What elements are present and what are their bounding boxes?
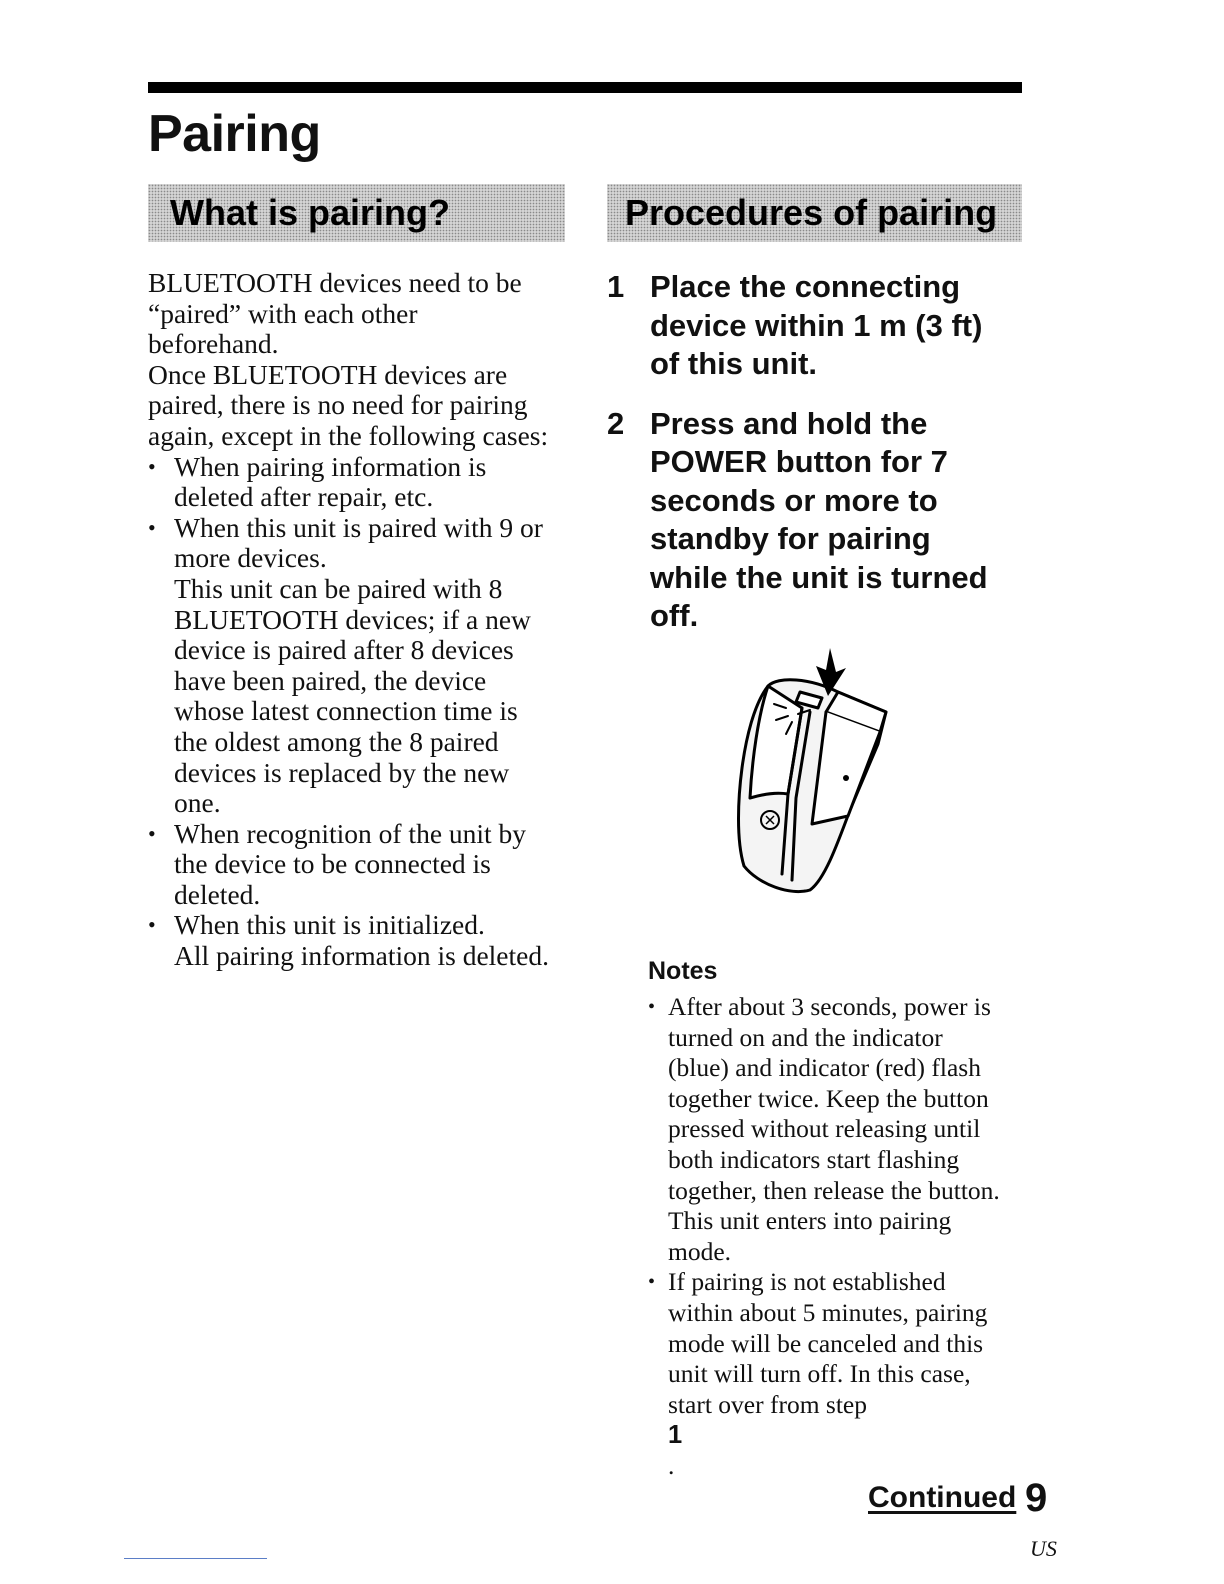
- list-item: [148, 819, 568, 911]
- page-number: 9: [1025, 1476, 1048, 1520]
- footer-rule: [124, 1558, 267, 1559]
- step-reference: 1: [668, 1421, 683, 1450]
- pairing-cases-list: [148, 452, 568, 972]
- list-item-line: This unit enters into pairing: [668, 1206, 952, 1236]
- step-line: Press and hold the: [650, 405, 928, 441]
- list-item-line: • If pairing is not established: [668, 1267, 946, 1297]
- region-code: US: [1030, 1536, 1057, 1561]
- list-item-line: within about 5 minutes, pairing: [668, 1297, 988, 1327]
- list-item-line: (blue) and indicator (red) flash: [668, 1053, 981, 1083]
- list-item-line: deleted after repair, etc.: [174, 481, 434, 513]
- list-item-line: pressed without releasing until: [668, 1114, 981, 1144]
- pairing-steps: [607, 268, 1027, 636]
- list-item-line: more devices.: [174, 542, 327, 574]
- list-item-line: mode.: [668, 1236, 732, 1266]
- list-item-line: • After about 3 seconds, power is: [668, 992, 991, 1021]
- step-line: POWER button for 7: [650, 444, 948, 479]
- intro-line: beforehand.: [148, 328, 279, 360]
- intro-line: paired, there is no need for pairing: [148, 389, 528, 421]
- list-item-line: together twice. Keep the button: [668, 1083, 989, 1113]
- top-rule: [148, 82, 1022, 93]
- intro-line: again, except in the following cases:: [148, 419, 549, 451]
- step-line: of this unit.: [650, 346, 818, 381]
- list-item-line: whose latest connection time is: [174, 695, 518, 727]
- continued-label: Continued: [868, 1481, 1017, 1514]
- notes: [648, 954, 1018, 1482]
- list-item-line: mode will be canceled and this: [668, 1328, 984, 1358]
- step-line: while the unit is turned: [650, 559, 988, 595]
- list-item-line: the oldest among the 8 paired: [174, 725, 499, 757]
- list-item-line: • When this unit is initialized.: [174, 909, 485, 941]
- section-heading-procedures: Procedures of pairing: [607, 184, 1022, 242]
- list-item-line: • When recognition of the unit by: [174, 817, 527, 849]
- what-is-pairing-body: [148, 268, 568, 972]
- note-text: start over from step: [668, 1389, 867, 1419]
- step-number: 2: [607, 405, 625, 441]
- step-line: off.: [650, 598, 699, 633]
- intro-line: “paired” with each other: [148, 297, 418, 329]
- list-item-line: the device to be connected is: [174, 848, 491, 880]
- note-text: .: [668, 1450, 675, 1480]
- list-item-line: unit will turn off. In this case,: [668, 1359, 971, 1389]
- step-line: device within 1 m (3 ft): [650, 307, 983, 343]
- step-1: [607, 268, 1027, 384]
- list-item-line: turned on and the indicator: [668, 1022, 943, 1052]
- step-text: [650, 268, 1027, 384]
- section-heading-what-is-pairing: What is pairing?: [148, 184, 565, 242]
- intro-line: Once BLUETOOTH devices are: [148, 358, 508, 390]
- headset-unit-power-button-illustration: [718, 648, 898, 898]
- step-2: [607, 405, 1027, 636]
- list-item-line: BLUETOOTH devices; if a new: [174, 603, 531, 635]
- intro-paragraph: [148, 268, 568, 452]
- list-item-line: All pairing information is deleted.: [174, 940, 549, 972]
- list-item-line: together, then release the button.: [668, 1175, 1000, 1205]
- list-item: [648, 992, 1018, 1267]
- list-item-line: • When pairing information is: [174, 450, 487, 482]
- list-item: [148, 513, 568, 819]
- step-line: Place the connecting: [650, 269, 961, 304]
- list-item: [148, 452, 568, 513]
- list-item-line: deleted.: [174, 878, 261, 910]
- intro-line: BLUETOOTH devices need to be: [148, 267, 522, 298]
- step-text: [650, 405, 1027, 636]
- list-item-line: • When this unit is paired with 9 or: [174, 511, 543, 543]
- step-number: 1: [607, 269, 625, 304]
- step-line: standby for pairing: [650, 521, 931, 556]
- step-line: seconds or more to: [650, 482, 938, 518]
- list-item-line: This unit can be paired with 8: [174, 572, 503, 604]
- list-item: [648, 1267, 1018, 1481]
- list-item-line: one.: [174, 787, 221, 819]
- list-item-line: devices is replaced by the new: [174, 756, 510, 788]
- list-item-line: have been paired, the device: [174, 664, 487, 696]
- notes-title: Notes: [648, 957, 718, 985]
- list-item: [148, 910, 568, 971]
- notes-list: [648, 992, 1018, 1482]
- list-item-line: [668, 1390, 1018, 1482]
- page-title: Pairing: [148, 105, 321, 163]
- list-item-line: both indicators start flashing: [668, 1144, 960, 1174]
- list-item-line: device is paired after 8 devices: [174, 634, 514, 666]
